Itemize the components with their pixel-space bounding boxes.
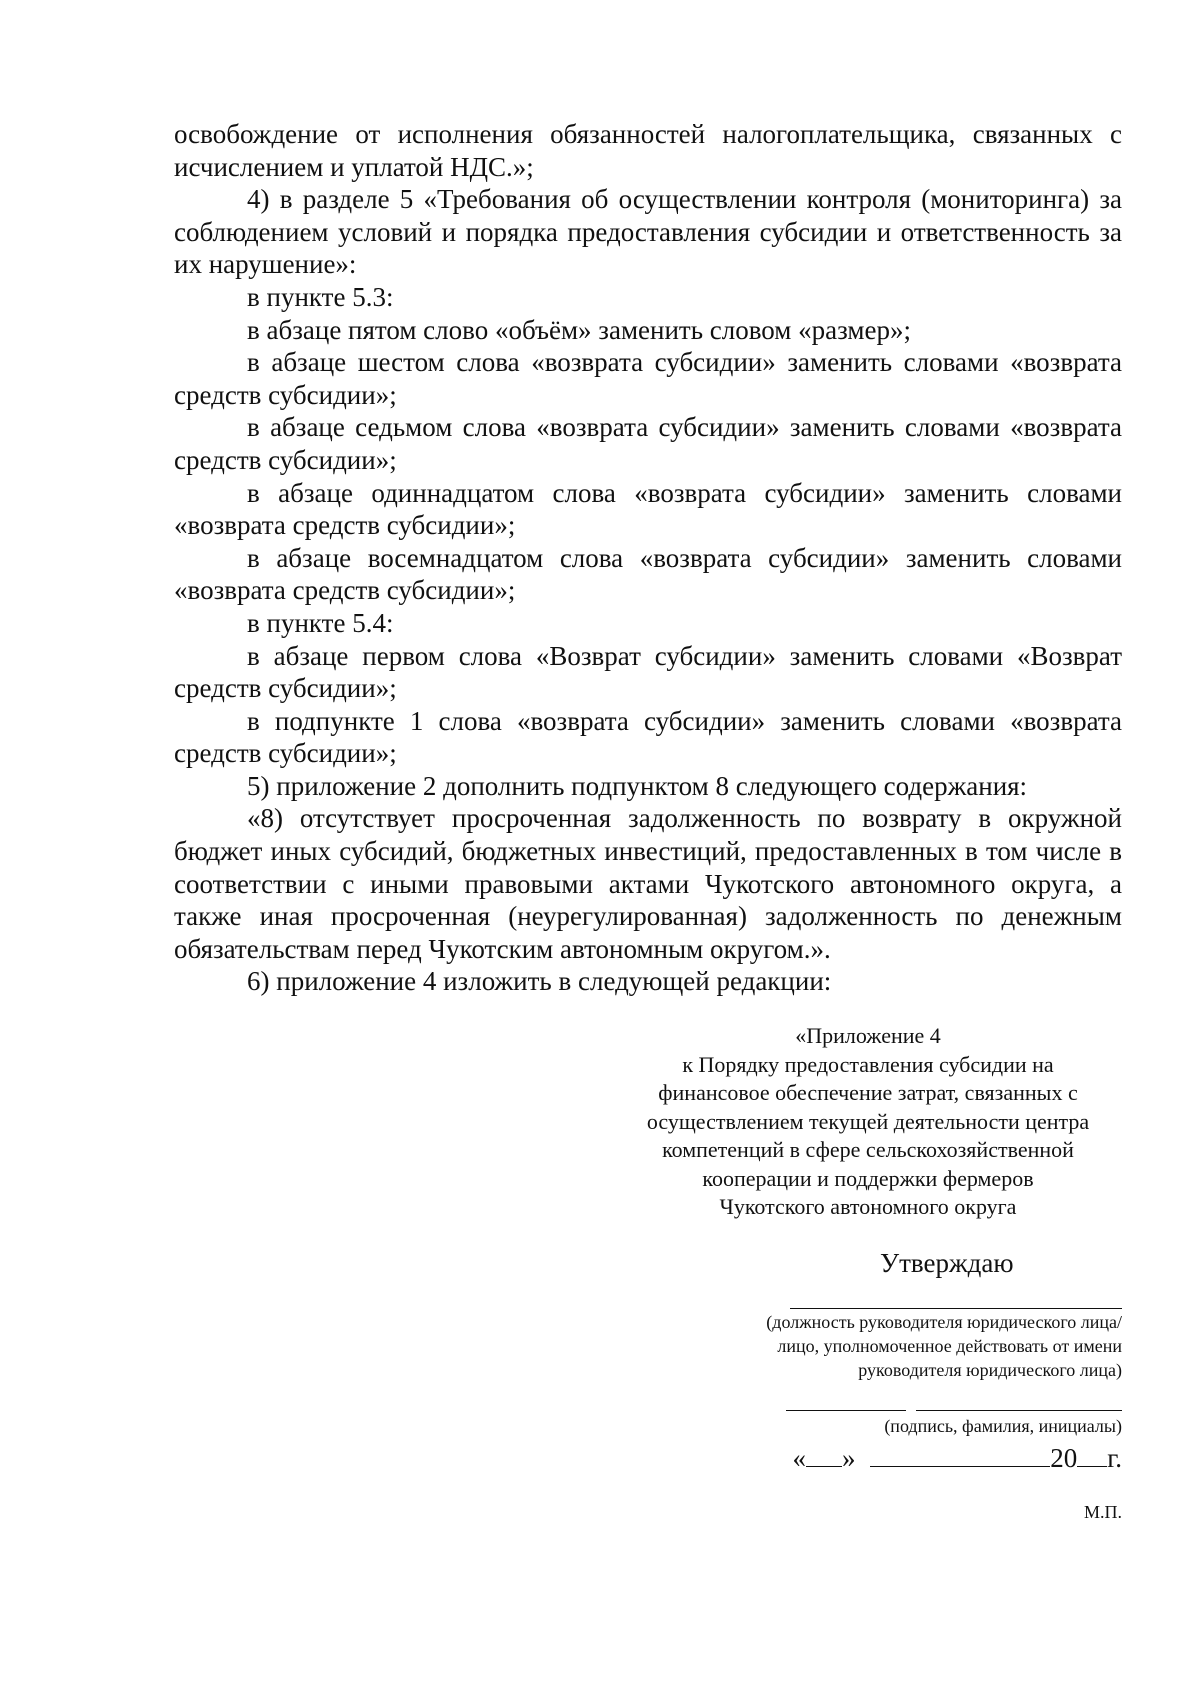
year-prefix: 20 — [1050, 1443, 1078, 1473]
approve-label: Утверждаю — [880, 1248, 1014, 1278]
paragraph-3: в пункте 5.3: — [247, 281, 394, 312]
paragraph-14: 6) приложение 4 изложить в следующей редакции: — [247, 966, 832, 997]
paragraph-11: в подпункте 1 слова «возврата субсидии» заменить словами «возврата средств субсидии»; — [174, 705, 1122, 769]
paragraph-1: освобождение от исполнения обязанностей налогоплательщика, связанных с исчислением и уплатой НДС.»; — [174, 119, 1122, 182]
year-suffix: г. — [1107, 1443, 1122, 1473]
appendix-line: Чукотского автономного округа — [719, 1194, 1017, 1219]
caption-line: лицо, уполномоченное действовать от имени — [777, 1336, 1122, 1356]
paragraph-4: в абзаце пятом слово «объём» заменить словом «размер»; — [247, 314, 911, 345]
appendix-line: «Приложение 4 — [795, 1023, 941, 1048]
position-caption — [642, 1310, 1122, 1382]
signature-caption: (подпись, фамилия, инициалы) — [884, 1416, 1122, 1436]
paragraph-8: в абзаце восемнадцатом слова «возврата субсидии» заменить словами «возврата средств субсидии»; — [174, 542, 1122, 606]
paragraph-10: в абзаце первом слова «Возврат субсидии» заменить словами «Возврат средств субсидии»; — [174, 640, 1122, 704]
signature-line — [786, 1410, 906, 1411]
position-line — [790, 1308, 1122, 1309]
appendix-line: осуществлением текущей деятельности центра — [646, 1108, 1090, 1134]
date-line — [792, 1440, 1122, 1474]
paragraph-9: в пункте 5.4: — [247, 607, 394, 638]
paragraph-5: в абзаце шестом слова «возврата субсидии» заменить словами «возврата средств субсидии»; — [174, 347, 1122, 410]
stamp-label: М.П. — [1083, 1502, 1122, 1522]
paragraph-12: 5) приложение 2 дополнить подпунктом 8 следующего содержания: — [247, 770, 1028, 801]
year-blank — [1077, 1440, 1107, 1467]
appendix-header — [590, 1022, 1146, 1222]
paragraph-13: «8) отсутствует просроченная задолженность по возврату в окружной бюджет иных субсидий, бюджетных инвестиций, предоставленных в том числе в соответствии с иными правовыми актами Чукотского автономного округа, а также иная просроченная (неурегулированная) задолженность по денежным обязательствам перед Чукотским автономным округом.». — [174, 803, 1122, 964]
paragraph-6: в абзаце седьмом слова «возврата субсидии» заменить словами «возврата средств субсидии»; — [174, 412, 1122, 475]
appendix-line: к Порядку предоставления субсидии на — [682, 1051, 1054, 1077]
name-line — [916, 1410, 1122, 1411]
day-blank — [806, 1440, 842, 1467]
appendix-line: кооперации и поддержки фермеров — [702, 1165, 1034, 1191]
date-open-quote: « — [792, 1443, 806, 1473]
paragraph-7: в абзаце одиннадцатом слова «возврата субсидии» заменить словами «возврата средств субсидии»; — [174, 477, 1122, 541]
caption-line: (должность руководителя юридического лица/ — [766, 1312, 1122, 1332]
body-text — [174, 118, 1122, 998]
appendix-line: компетенций в сфере сельскохозяйственной — [662, 1137, 1074, 1162]
appendix-line: финансовое обеспечение затрат, связанных с — [658, 1080, 1078, 1105]
month-blank — [870, 1440, 1050, 1467]
paragraph-2: 4) в разделе 5 «Требования об осуществлении контроля (мониторинга) за соблюдением условий и порядка предоставления субсидии и ответственность за их нарушение»: — [174, 184, 1122, 280]
caption-line: руководителя юридического лица) — [858, 1360, 1122, 1380]
date-close-quote: » — [841, 1443, 856, 1473]
